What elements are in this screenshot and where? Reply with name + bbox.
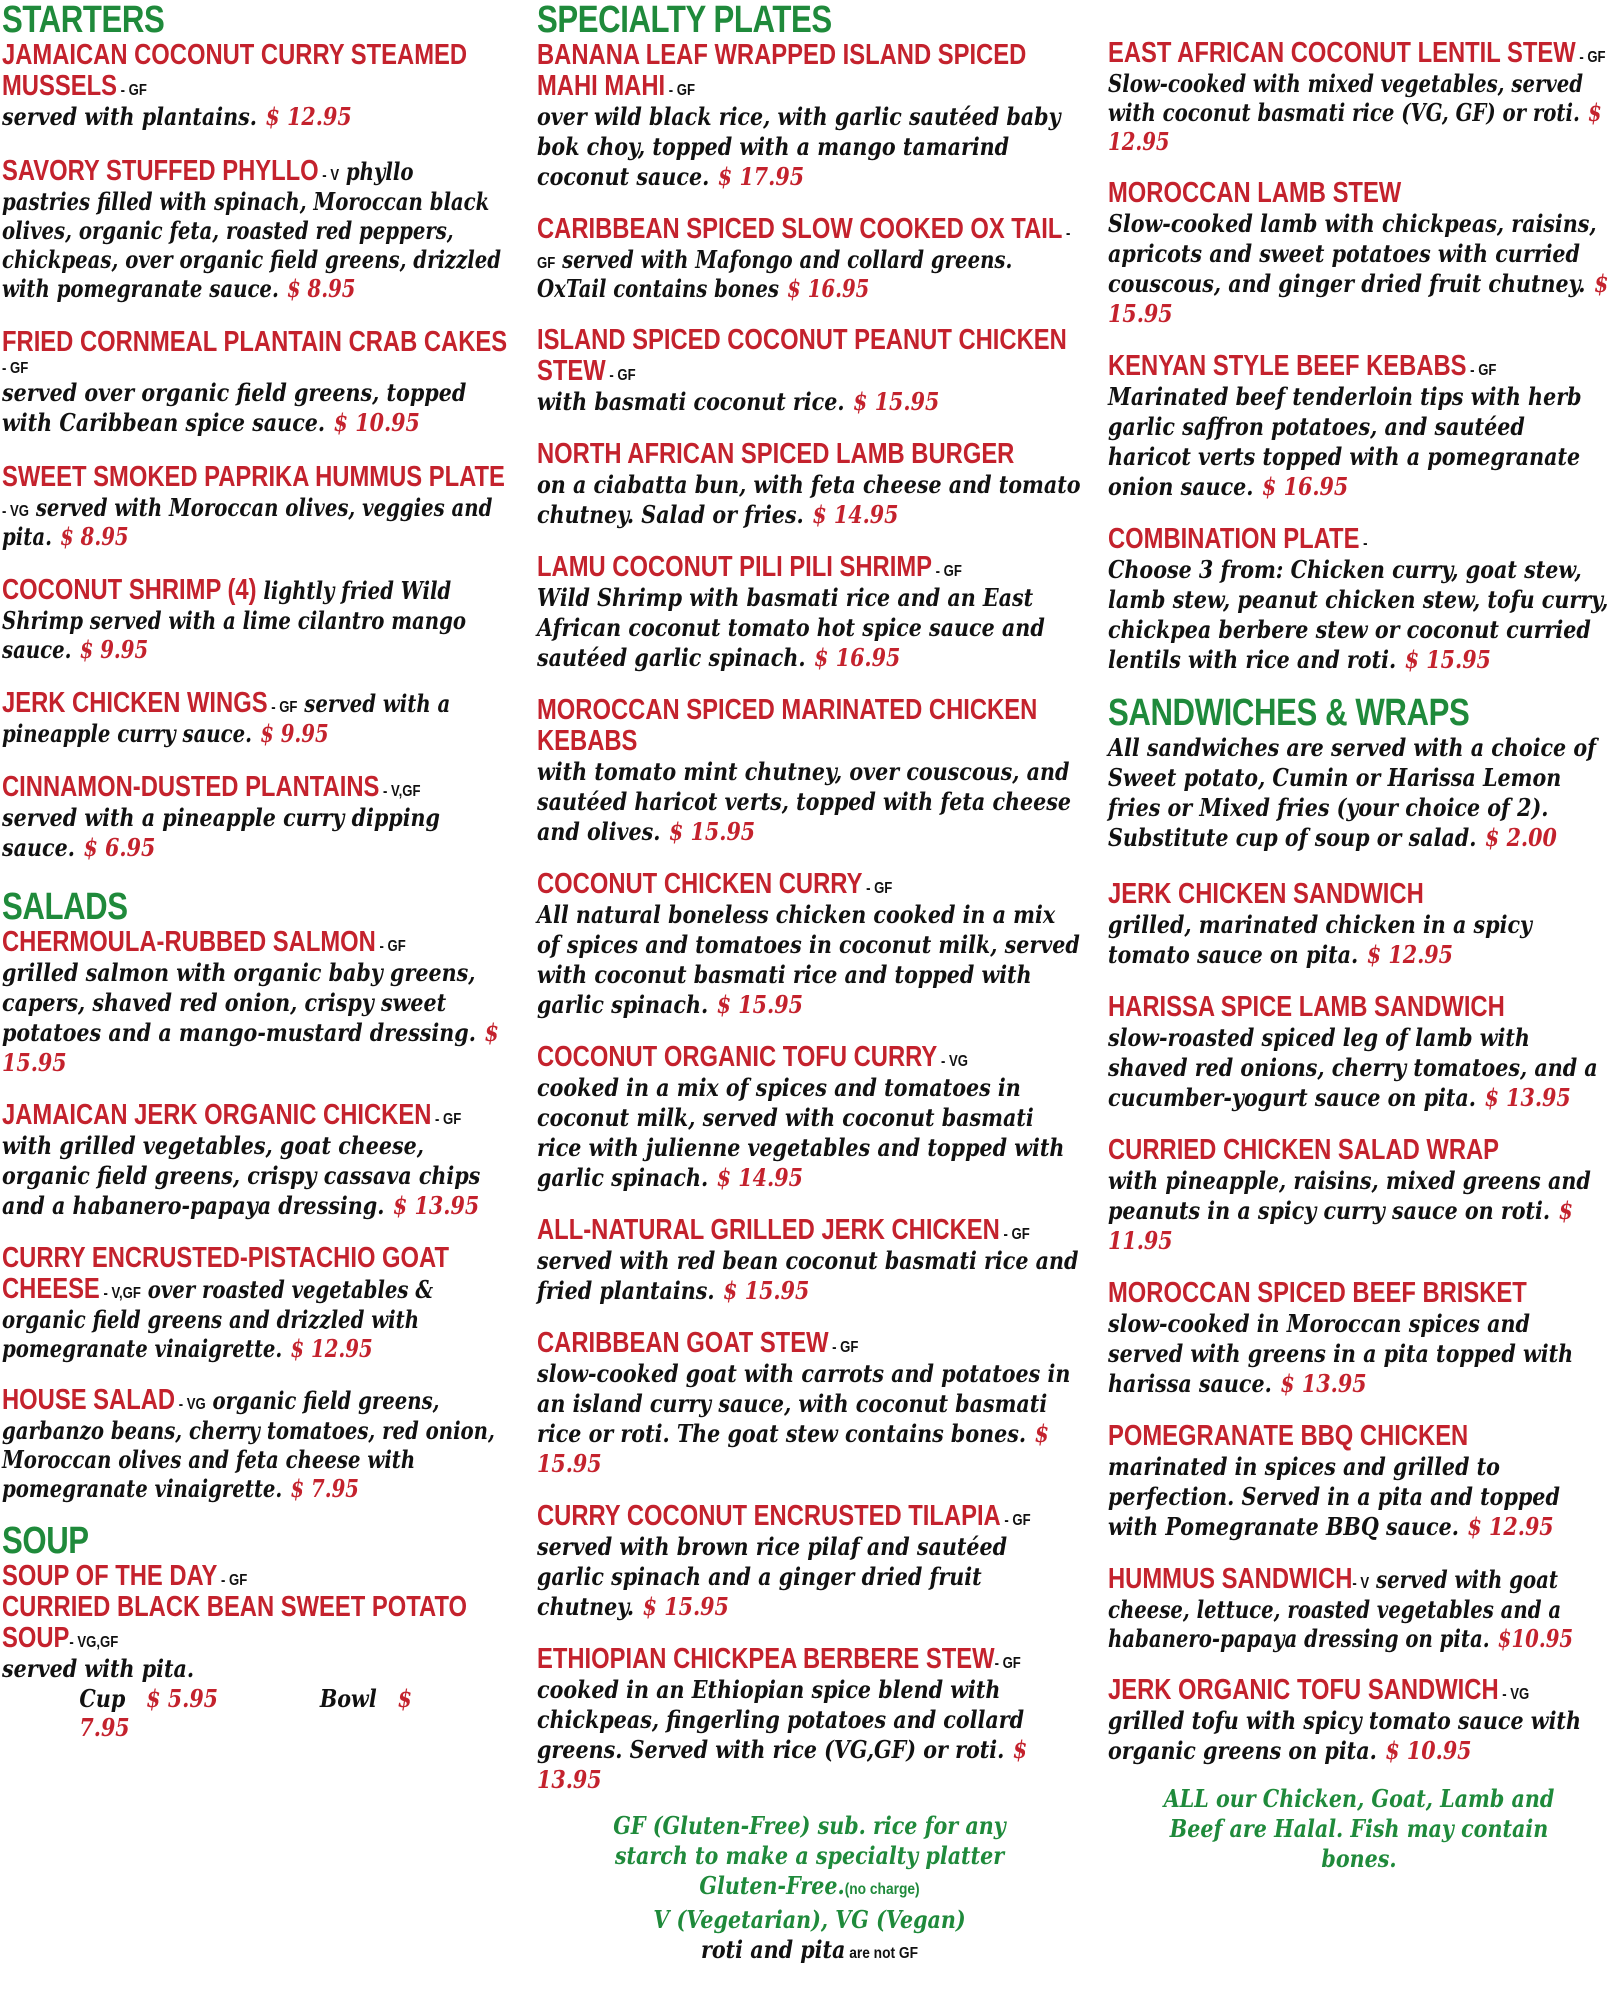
- item-heading: [2, 1243, 507, 1363]
- item-name: JERK CHICKEN WINGS: [2, 687, 268, 719]
- menu-item-jamaican-coconut-curry-steamed-mussels: [2, 40, 507, 132]
- item-description-block: [537, 470, 1081, 530]
- specialty-list: [537, 40, 1082, 1795]
- column-middle: [537, 0, 1082, 1969]
- item-price: $ 16.95: [787, 274, 870, 303]
- section-title-starters: STARTERS: [2, 0, 165, 41]
- item-heading: [2, 688, 507, 748]
- item-description: marinated in spices and grilled to perfection. Served in a pita and topped with Pomegranate BBQ sauce.: [1108, 1452, 1560, 1541]
- item-description: grilled salmon with organic baby greens, capers, shaved red onion, crispy sweet potatoes and a mango-mustard dressing.: [2, 958, 476, 1047]
- item-heading: [1108, 351, 1610, 382]
- item-name: CURRIED BLACK BEAN SWEET POTATO SOUP: [2, 1591, 468, 1654]
- item-name: CINNAMON-DUSTED PLANTAINS: [2, 771, 380, 803]
- item-description-block: [537, 1532, 1081, 1622]
- item-heading: [2, 1385, 507, 1503]
- item-heading: [537, 695, 1082, 757]
- item-name: BANANA LEAF WRAPPED ISLAND SPICED MAHI MAHI: [537, 39, 1027, 102]
- section-title-soup: SOUP: [2, 1520, 89, 1562]
- item-price: $ 15.95: [642, 1592, 729, 1621]
- intro-body: All sandwiches are served with a choice of Sweet potato, Cumin or Harissa Lemon fries or Mixed fries (your choice of 2). Substitute cup of soup or salad.: [1108, 733, 1596, 852]
- item-description: served with a pineapple curry sauce.: [2, 689, 451, 748]
- dietary-tag: - GF: [1000, 1512, 1031, 1529]
- item-price: $ 13.95: [1280, 1369, 1367, 1398]
- item-heading: [1108, 1421, 1610, 1452]
- item-heading: [2, 575, 507, 664]
- item-description-block: [537, 387, 1081, 417]
- note-text: roti and pita: [700, 1935, 846, 1964]
- item-name: COMBINATION PLATE: [1108, 523, 1360, 555]
- menu-item-lamu-coconut-pili-pili-shrimp: [537, 552, 1082, 673]
- item-heading: [2, 40, 507, 102]
- gluten-free-note: [575, 1811, 1044, 1905]
- note-small: are not GF: [845, 1945, 919, 1962]
- item-heading: [1108, 1278, 1610, 1309]
- item-price: $ 15.95: [537, 1419, 1050, 1478]
- item-price: $ 16.95: [814, 643, 901, 672]
- dietary-tag: - VG: [937, 1053, 968, 1070]
- dietary-tag: -: [1359, 535, 1368, 552]
- item-description: served with goat cheese, lettuce, roasted vegetables and a habanero-papaya dressing on pita.: [1108, 1565, 1562, 1653]
- item-heading: [537, 552, 1082, 583]
- item-price: $ 15.95: [2, 1018, 499, 1077]
- menu-item-east-african-coconut-lentil-stew: [1108, 38, 1610, 156]
- item-heading: [2, 1100, 507, 1131]
- item-description-block: [537, 583, 1081, 673]
- item-description: served over organic field greens, topped with Caribbean spice sauce.: [2, 378, 467, 437]
- roti-note: [575, 1935, 1044, 1969]
- item-price: $ 15.95: [723, 1276, 810, 1305]
- item-name: COCONUT ORGANIC TOFU CURRY: [537, 1041, 938, 1073]
- item-heading: [1108, 178, 1610, 209]
- item-name: HARISSA SPICE LAMB SANDWICH: [1108, 991, 1505, 1023]
- item-price: $ 8.95: [287, 274, 356, 303]
- menu-item-combination-plate: [1108, 524, 1610, 675]
- dietary-tag: - V: [318, 167, 340, 184]
- item-description: served with a pineapple curry dipping sauce.: [2, 803, 440, 862]
- item-price: $ 14.95: [812, 500, 899, 529]
- item-price: $ 9.95: [260, 719, 329, 748]
- item-description: slow-cooked goat with carrots and potatoes in an island curry sauce, with coconut basmati rice or roti. The goat stew contains bones.: [537, 1359, 1071, 1448]
- item-description-block: [537, 1675, 1081, 1795]
- item-heading: [1108, 992, 1610, 1023]
- item-description-block: [537, 900, 1081, 1020]
- item-price: $ 10.95: [1385, 1736, 1472, 1765]
- menu-item-jamaican-jerk-organic-chicken: [2, 1100, 507, 1221]
- note-small: (no charge): [844, 1881, 920, 1898]
- item-name: CHERMOULA-RUBBED SALMON: [2, 926, 376, 958]
- menu-item-curry-coconut-encrusted-tilapia: [537, 1501, 1082, 1622]
- item-name: KENYAN STYLE BEEF KEBABS: [1108, 350, 1467, 382]
- item-price: $ 12.95: [265, 102, 352, 131]
- dietary-tag: - VG,GF: [69, 1634, 119, 1651]
- menu-item-coconut-organic-tofu-curry: [537, 1042, 1082, 1193]
- item-heading: [1108, 1564, 1610, 1653]
- item-description: with basmati coconut rice.: [537, 387, 845, 416]
- item-description: served with pita.: [2, 1654, 195, 1683]
- item-description: served with Mafongo and collard greens. OxTail contains bones: [537, 245, 1013, 303]
- menu-item-sweet-smoked-paprika-hummus-plate: [2, 462, 507, 551]
- item-heading: [537, 40, 1082, 102]
- menu-item-pomegranate-bbq-chicken: [1108, 1421, 1610, 1542]
- item-price: $ 10.95: [333, 408, 420, 437]
- item-description-block: [537, 1359, 1081, 1479]
- item-heading: [537, 325, 1082, 387]
- item-name: MOROCCAN LAMB STEW: [1108, 177, 1402, 209]
- dietary-tag: - GF: [375, 938, 406, 955]
- item-name: CURRY ENCRUSTED-PISTACHIO GOAT CHEESE: [2, 1242, 449, 1305]
- menu-item-harissa-spice-lamb-sandwich: [1108, 992, 1610, 1113]
- item-description: served with brown rice pilaf and sautéed garlic spinach and a ginger dried fruit chutney.: [537, 1532, 1008, 1621]
- item-heading: [2, 462, 507, 551]
- dietary-tag: - GF: [605, 367, 636, 384]
- menu-item-savory-stuffed-phyllo: [2, 156, 507, 303]
- item-description: Slow-cooked with mixed vegetables, served with coconut basmati rice (VG, GF) or roti.: [1108, 69, 1584, 127]
- bowl-price: $ 7.95: [79, 1684, 412, 1742]
- item-description-block: [1108, 1166, 1609, 1256]
- item-heading: [537, 439, 1082, 470]
- item-description-block: [537, 102, 1081, 192]
- dietary-tag: - GF: [862, 880, 893, 897]
- item-price: $ 8.95: [60, 522, 129, 551]
- section-title-salads: SALADS: [2, 886, 128, 928]
- item-price: $ 13.95: [537, 1735, 1028, 1794]
- item-price: $ 14.95: [716, 1163, 803, 1192]
- item-price: $ 11.95: [1108, 1196, 1574, 1255]
- note-text: GF (Gluten-Free) sub. rice for any starch to make a specialty platter Gluten-Free.: [613, 1811, 1006, 1900]
- salads-list: [2, 927, 507, 1503]
- item-name: ALL-NATURAL GRILLED JERK CHICKEN: [537, 1214, 1000, 1246]
- menu-item-kenyan-style-beef-kebabs: [1108, 351, 1610, 502]
- menu-item-coconut-chicken-curry: [537, 869, 1082, 1020]
- item-description-block: [1108, 382, 1609, 502]
- item-description: grilled, marinated chicken in a spicy tomato sauce on pita.: [1108, 910, 1533, 969]
- item-heading: [537, 1501, 1082, 1532]
- item-description: served with red bean coconut basmati rice and fried plantains.: [537, 1246, 1079, 1305]
- dietary-tag: - V,GF: [379, 783, 421, 800]
- cup-label: Cup: [79, 1684, 126, 1713]
- item-description: organic field greens, garbanzo beans, cherry tomatoes, red onion, Moroccan olives and feta cheese with pomegranate vinaigrette.: [2, 1386, 495, 1503]
- item-name: SAVORY STUFFED PHYLLO: [2, 155, 319, 187]
- item-name: SWEET SMOKED PAPRIKA HUMMUS PLATE: [2, 461, 505, 493]
- item-heading: [537, 1042, 1082, 1073]
- item-price: $ 12.95: [1467, 1512, 1554, 1541]
- halal-note: ALL our Chicken, Goat, Lamb and Beef are Halal. Fish may contain bones.: [1163, 1784, 1555, 1873]
- item-price: $10.95: [1497, 1624, 1574, 1653]
- menu-item-caribbean-goat-stew: [537, 1328, 1082, 1479]
- item-heading: [537, 1328, 1082, 1359]
- dietary-tag: - GF: [1575, 49, 1606, 66]
- dietary-tag: - GF: [828, 1339, 859, 1356]
- dietary-tag: - VG: [1498, 1686, 1530, 1703]
- right-plates-list: [1108, 38, 1610, 675]
- section-title-specialty-plates: SPECIALTY PLATES: [537, 0, 832, 41]
- menu-item-cinnamon-dusted-plantains: [2, 772, 507, 863]
- item-name: CURRY COCONUT ENCRUSTED TILAPIA: [537, 1500, 1001, 1532]
- item-description-block: [1108, 1706, 1609, 1766]
- item-price: $ 13.95: [1484, 1083, 1571, 1112]
- item-price: $ 7.95: [290, 1474, 359, 1503]
- menu-item-north-african-spiced-lamb-burger: [537, 439, 1082, 530]
- item-description-block: [537, 1073, 1081, 1193]
- item-heading: [537, 1644, 1082, 1675]
- dietary-tag: - GF: [932, 563, 962, 580]
- item-price: $ 12.95: [1108, 98, 1602, 156]
- item-name: LAMU COCONUT PILI PILI SHRIMP: [537, 551, 933, 583]
- item-name: CURRIED CHICKEN SALAD WRAP: [1108, 1134, 1500, 1166]
- item-description: served with Moroccan olives, veggies and pita.: [2, 493, 493, 551]
- item-description: over roasted vegetables & organic field greens and drizzled with pomegranate vinaigrette.: [2, 1275, 434, 1363]
- menu-item-all-natural-grilled-jerk-chicken: [537, 1215, 1082, 1306]
- menu-item-jerk-chicken-wings: [2, 688, 507, 748]
- item-name: HUMMUS SANDWICH: [1108, 1563, 1353, 1595]
- item-description-block: [1108, 555, 1609, 675]
- item-description: Slow-cooked lamb with chickpeas, raisins, apricots and sweet potatoes with curried couscous, and ginger dried fruit chutney.: [1108, 209, 1597, 298]
- item-description-block: [2, 102, 506, 132]
- section-title-sandwiches: SANDWICHES & WRAPS: [1108, 692, 1470, 734]
- item-description: Wild Shrimp with basmati rice and an East African coconut tomato hot spice sauce and sautéed garlic spinach.: [537, 583, 1045, 672]
- item-description: slow-cooked in Moroccan spices and served with greens in a pita topped with harissa sauce.: [1108, 1309, 1574, 1398]
- dietary-tag: - VG: [175, 1396, 206, 1413]
- item-description: with tomato mint chutney, over couscous, and sautéed haricot verts, topped with feta cheese and olives.: [537, 757, 1072, 846]
- item-description-block: [1108, 910, 1609, 970]
- cup-price: $ 5.95: [146, 1684, 219, 1713]
- bowl-label: Bowl: [319, 1684, 377, 1713]
- item-description: served with plantains.: [2, 102, 257, 131]
- dietary-tag: - V: [1352, 1575, 1370, 1592]
- item-price: $ 6.95: [83, 833, 156, 862]
- menu-item-moroccan-spiced-beef-brisket: [1108, 1278, 1610, 1399]
- item-description: Choose 3 from: Chicken curry, goat stew, lamb stew, peanut chicken stew, tofu curry, chickpea berbere stew or coconut curried lentils with rice and roti.: [1108, 555, 1609, 674]
- item-name: NORTH AFRICAN SPICED LAMB BURGER: [537, 438, 1015, 470]
- intro-text: [1108, 733, 1609, 853]
- item-price: $ 15.95: [853, 387, 940, 416]
- menu-item-ethiopian-chickpea-berbere-stew: [537, 1644, 1082, 1795]
- item-name: COCONUT SHRIMP (4): [2, 574, 257, 606]
- item-name: ETHIOPIAN CHICKPEA BERBERE STEW: [537, 1643, 995, 1675]
- item-name: JAMAICAN COCONUT CURRY STEAMED MUSSELS: [2, 39, 468, 102]
- menu-item-hummus-sandwich: [1108, 1564, 1610, 1653]
- item-description: slow-roasted spiced leg of lamb with shaved red onions, cherry tomatoes, and a cucumber-yogurt sauce on pita.: [1108, 1023, 1598, 1112]
- dietary-tag: - GF: [267, 699, 298, 716]
- dietary-tag: - GF: [217, 1572, 248, 1589]
- dietary-tag: - GF: [1466, 362, 1497, 379]
- item-description: with grilled vegetables, goat cheese, organic field greens, crispy cassava chips and a habanero-papaya dressing.: [2, 1131, 481, 1220]
- item-name: FRIED CORNMEAL PLANTAIN CRAB CAKES: [2, 326, 508, 358]
- item-heading: [537, 869, 1082, 900]
- item-description: Marinated beef tenderloin tips with herb garlic saffron potatoes, and sautéed haricot verts topped with a pomegranate onion sauce.: [1108, 382, 1582, 501]
- item-name: MOROCCAN SPICED MARINATED CHICKEN KEBABS: [537, 694, 1038, 757]
- item-name: HOUSE SALAD: [2, 1384, 176, 1416]
- dietary-tag: - GF: [537, 225, 1071, 272]
- menu-item-coconut-shrimp-4: [2, 575, 507, 664]
- intro-price: $ 2.00: [1485, 823, 1557, 852]
- item-description-block: [537, 757, 1081, 847]
- menu-item-house-salad: [2, 1385, 507, 1503]
- starters-list: [2, 40, 507, 863]
- dietary-tag: - GF: [665, 82, 696, 99]
- item-description-block: [2, 378, 506, 438]
- item-heading: [1108, 524, 1610, 555]
- menu-item-chermoula-rubbed-salmon: [2, 927, 507, 1078]
- menu-item-moroccan-spiced-marinated-chicken-kebabs: [537, 695, 1082, 847]
- item-description-block: [1108, 1023, 1609, 1113]
- item-heading: [537, 1215, 1082, 1246]
- item-heading: [1108, 879, 1610, 910]
- dietary-tag: - GF: [2, 360, 29, 377]
- dietary-tag: - GF: [999, 1226, 1030, 1243]
- soup-sizes: [2, 1684, 436, 1742]
- menu-item-curry-encrusted-pistachio-goat-cheese: [2, 1243, 507, 1363]
- item-price: $ 16.95: [1262, 472, 1349, 501]
- sandwiches-list: [1108, 879, 1610, 1766]
- item-name: SOUP OF THE DAY: [2, 1560, 218, 1592]
- item-description-block: [2, 1131, 506, 1221]
- item-price: $ 17.95: [717, 162, 805, 191]
- item-description: cooked in an Ethiopian spice blend with chickpeas, fingerling potatoes and collard greens. Served with rice (VG,GF) or roti.: [537, 1675, 1025, 1764]
- item-name: MOROCCAN SPICED BEEF BRISKET: [1108, 1277, 1527, 1309]
- item-description-block: [2, 803, 506, 863]
- item-name: COCONUT CHICKEN CURRY: [537, 868, 863, 900]
- item-description-block: [2, 958, 506, 1078]
- menu-item-banana-leaf-wrapped-island-spiced-mahi-mahi: [537, 40, 1082, 192]
- dietary-tag: - V,GF: [99, 1285, 141, 1302]
- column-right: [1108, 0, 1610, 1874]
- item-description-block: [1108, 1309, 1609, 1399]
- menu-item-curried-chicken-salad-wrap: [1108, 1135, 1610, 1256]
- item-heading: [2, 772, 507, 803]
- item-description-block: [1108, 209, 1609, 329]
- item-name: JERK CHICKEN SANDWICH: [1108, 878, 1424, 910]
- item-heading: [2, 156, 507, 303]
- item-name: JERK ORGANIC TOFU SANDWICH: [1108, 1674, 1499, 1706]
- item-name: JAMAICAN JERK ORGANIC CHICKEN: [2, 1099, 432, 1131]
- dietary-tag: - GF: [431, 1111, 462, 1128]
- item-name: POMEGRANATE BBQ CHICKEN: [1108, 1420, 1469, 1452]
- sandwiches-intro: [1108, 733, 1610, 853]
- menu-item-jerk-organic-tofu-sandwich: [1108, 1675, 1610, 1766]
- item-heading: [537, 214, 1082, 303]
- item-price: $ 15.95: [1404, 645, 1491, 674]
- item-description-block: [537, 1246, 1081, 1306]
- dietary-tag: - GF: [116, 82, 147, 99]
- dietary-tag: - VG: [2, 503, 29, 520]
- item-name: ISLAND SPICED COCONUT PEANUT CHICKEN STEW: [537, 324, 1067, 387]
- menu-item-moroccan-lamb-stew: [1108, 178, 1610, 329]
- dietary-tag: - GF: [994, 1655, 1021, 1672]
- item-price: $ 9.95: [79, 635, 149, 664]
- item-price: $ 15.95: [1108, 269, 1609, 328]
- item-heading: [1108, 1135, 1610, 1166]
- menu-item-caribbean-spiced-slow-cooked-ox-tail: [537, 214, 1082, 303]
- diet-legend: V (Vegetarian), VG (Vegan): [653, 1905, 966, 1934]
- item-description: lightly fried Wild Shrimp served with a lime cilantro mango sauce.: [2, 576, 466, 664]
- item-description-block: [1108, 1452, 1609, 1542]
- item-heading: [2, 327, 507, 378]
- item-description: cooked in a mix of spices and tomatoes in coconut milk, served with coconut basmati rice with julienne vegetables and topped with garlic spinach.: [537, 1073, 1065, 1192]
- item-description: phyllo pastries filled with spinach, Moroccan black olives, organic feta, roasted red peppers, chickpeas, over organic field greens, drizzled with pomegranate sauce.: [2, 157, 502, 303]
- menu-item-jerk-chicken-sandwich: [1108, 879, 1610, 970]
- item-name: CARIBBEAN SPICED SLOW COOKED OX TAIL: [537, 213, 1063, 245]
- item-heading: [2, 927, 507, 958]
- item-name: EAST AFRICAN COCONUT LENTIL STEW: [1108, 37, 1576, 69]
- item-heading: [1108, 38, 1610, 156]
- item-price: $ 13.95: [393, 1191, 480, 1220]
- item-price: $ 15.95: [668, 817, 756, 846]
- item-description: grilled tofu with spicy tomato sauce with organic greens on pita.: [1108, 1706, 1581, 1765]
- item-name: CARIBBEAN GOAT STEW: [537, 1327, 829, 1359]
- menu-item-soup-of-the-day: [2, 1561, 507, 1592]
- item-description: with pineapple, raisins, mixed greens and peanuts in a spicy curry sauce on roti.: [1108, 1166, 1591, 1225]
- item-heading: [1108, 1675, 1610, 1706]
- menu-item-fried-cornmeal-plantain-crab-cakes: [2, 327, 507, 438]
- item-price: $ 12.95: [290, 1334, 373, 1363]
- item-description: on a ciabatta bun, with feta cheese and tomato chutney. Salad or fries.: [537, 470, 1081, 529]
- item-description: over wild black rice, with garlic sautéed baby bok choy, topped with a mango tamarind coconut sauce.: [537, 102, 1061, 191]
- column-left: [2, 0, 507, 1742]
- item-price: $ 12.95: [1366, 940, 1454, 969]
- menu-item-island-spiced-coconut-peanut-chicken-stew: [537, 325, 1082, 417]
- item-price: $ 15.95: [716, 990, 803, 1019]
- menu-item-soup-curried-black-bean: [2, 1592, 507, 1654]
- item-description: All natural boneless chicken cooked in a mix of spices and tomatoes in coconut milk, served with coconut basmati rice and topped with garlic spinach.: [537, 900, 1080, 1019]
